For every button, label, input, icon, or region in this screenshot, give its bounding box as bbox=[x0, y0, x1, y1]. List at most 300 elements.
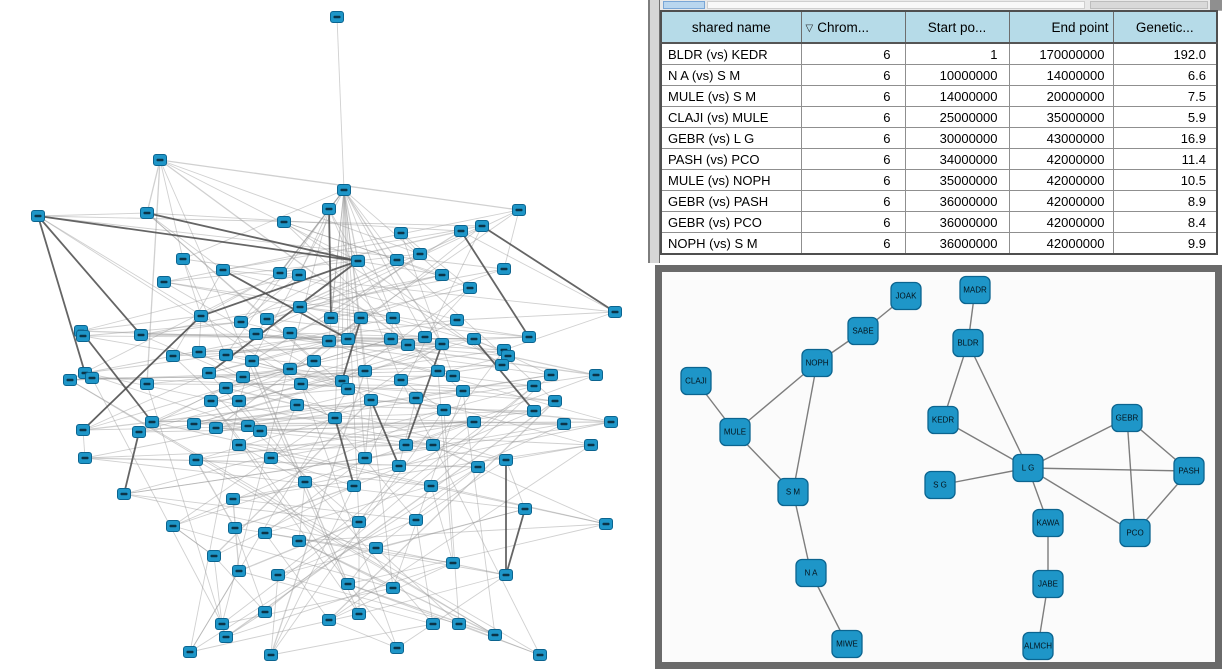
network-node[interactable] bbox=[254, 426, 267, 437]
network-edge bbox=[214, 556, 222, 624]
node-s-m[interactable] bbox=[778, 479, 808, 506]
network-node[interactable] bbox=[190, 455, 203, 466]
network-node[interactable] bbox=[523, 332, 536, 343]
network-node[interactable] bbox=[250, 329, 263, 340]
table-row[interactable] bbox=[661, 149, 1217, 170]
cell-value[interactable]: 43000000 bbox=[1009, 128, 1113, 149]
sub-network-panel bbox=[655, 265, 1222, 669]
network-node[interactable] bbox=[489, 630, 502, 641]
network-node[interactable] bbox=[353, 517, 366, 528]
node-label bbox=[219, 623, 226, 625]
node-label bbox=[196, 351, 203, 353]
network-node[interactable] bbox=[338, 185, 351, 196]
network-node[interactable] bbox=[227, 494, 240, 505]
network-node[interactable] bbox=[118, 489, 131, 500]
network-edge bbox=[376, 467, 478, 548]
network-edge bbox=[361, 269, 504, 318]
table-row[interactable] bbox=[661, 233, 1217, 255]
network-node[interactable] bbox=[278, 217, 291, 228]
network-node[interactable] bbox=[220, 350, 233, 361]
network-node[interactable] bbox=[210, 423, 223, 434]
node-label bbox=[492, 634, 499, 636]
network-node[interactable] bbox=[451, 315, 464, 326]
network-node[interactable] bbox=[284, 328, 297, 339]
cell-value[interactable]: 170000000 bbox=[1009, 43, 1113, 65]
network-node[interactable] bbox=[468, 417, 481, 428]
node-label bbox=[240, 376, 247, 378]
node-s-g[interactable] bbox=[925, 472, 955, 499]
network-edge bbox=[85, 356, 173, 373]
node-label bbox=[161, 281, 168, 283]
node-madr[interactable] bbox=[960, 277, 990, 304]
network-node[interactable] bbox=[293, 270, 306, 281]
node-label bbox=[287, 332, 294, 334]
network-node[interactable] bbox=[77, 331, 90, 342]
cell-shared-name[interactable]: GEBR (vs) PASH bbox=[661, 191, 801, 212]
network-node[interactable] bbox=[133, 427, 146, 438]
column-header-end-point[interactable] bbox=[1009, 11, 1113, 43]
network-node[interactable] bbox=[220, 383, 233, 394]
cell-value[interactable]: 16.9 bbox=[1113, 128, 1217, 149]
sub-network-canvas[interactable] bbox=[662, 272, 1215, 662]
network-node[interactable] bbox=[432, 366, 445, 377]
network-node[interactable] bbox=[220, 632, 233, 643]
network-node[interactable] bbox=[410, 515, 423, 526]
cell-value[interactable]: 25000000 bbox=[905, 107, 1009, 128]
network-node[interactable] bbox=[299, 477, 312, 488]
network-node[interactable] bbox=[79, 453, 92, 464]
network-node[interactable] bbox=[496, 360, 509, 371]
cell-shared-name[interactable]: MULE (vs) S M bbox=[661, 86, 801, 107]
network-node[interactable] bbox=[395, 375, 408, 386]
cell-value[interactable]: 8.9 bbox=[1113, 191, 1217, 212]
network-node[interactable] bbox=[154, 155, 167, 166]
node-n-a[interactable] bbox=[796, 560, 826, 587]
network-node[interactable] bbox=[77, 425, 90, 436]
node-label bbox=[362, 370, 369, 372]
cell-value[interactable]: 9.9 bbox=[1113, 233, 1217, 255]
network-node[interactable] bbox=[274, 268, 287, 279]
panel-splitter[interactable] bbox=[648, 0, 660, 263]
cell-value[interactable]: 6 bbox=[801, 65, 905, 86]
node-label bbox=[80, 429, 87, 431]
cell-value[interactable]: 14000000 bbox=[1009, 65, 1113, 86]
network-node[interactable] bbox=[402, 340, 415, 351]
node-label bbox=[454, 319, 461, 321]
node-label bbox=[223, 636, 230, 638]
edge-bldr-l-g[interactable] bbox=[968, 343, 1028, 468]
network-node[interactable] bbox=[237, 372, 250, 383]
node-label bbox=[388, 338, 395, 340]
node-label bbox=[356, 613, 363, 615]
cell-value[interactable]: 20000000 bbox=[1009, 86, 1113, 107]
network-edge bbox=[160, 160, 420, 254]
cell-shared-name[interactable]: NOPH (vs) S M bbox=[661, 233, 801, 255]
table-row[interactable] bbox=[661, 191, 1217, 212]
cell-value[interactable]: 6 bbox=[801, 212, 905, 233]
network-node[interactable] bbox=[308, 356, 321, 367]
node-label bbox=[368, 399, 375, 401]
network-node[interactable] bbox=[436, 270, 449, 281]
table-hscroll-track[interactable] bbox=[707, 1, 1085, 9]
cell-value[interactable]: 14000000 bbox=[905, 86, 1009, 107]
network-node[interactable] bbox=[447, 371, 460, 382]
node-label bbox=[345, 388, 352, 390]
network-node[interactable] bbox=[342, 334, 355, 345]
network-node[interactable] bbox=[233, 566, 246, 577]
network-node[interactable] bbox=[242, 421, 255, 432]
cell-value[interactable]: 36000000 bbox=[905, 233, 1009, 255]
cell-value[interactable]: 6 bbox=[801, 107, 905, 128]
node-label bbox=[287, 368, 294, 370]
network-node[interactable] bbox=[205, 396, 218, 407]
network-node[interactable] bbox=[400, 440, 413, 451]
table-row[interactable] bbox=[661, 128, 1217, 149]
cell-value[interactable]: 192.0 bbox=[1113, 43, 1217, 65]
network-node[interactable] bbox=[500, 570, 513, 581]
node-label bbox=[230, 498, 237, 500]
table-row[interactable] bbox=[661, 212, 1217, 233]
network-node[interactable] bbox=[325, 313, 338, 324]
table-row[interactable] bbox=[661, 170, 1217, 191]
node-label bbox=[275, 574, 282, 576]
node-label bbox=[311, 360, 318, 362]
cell-value[interactable]: 42000000 bbox=[1009, 233, 1113, 255]
node-label bbox=[232, 527, 239, 529]
table-row[interactable] bbox=[661, 65, 1217, 86]
network-node[interactable] bbox=[476, 221, 489, 232]
cell-value[interactable]: 10.5 bbox=[1113, 170, 1217, 191]
node-label bbox=[326, 619, 333, 621]
network-edge bbox=[506, 460, 525, 509]
cell-shared-name[interactable]: BLDR (vs) KEDR bbox=[661, 43, 801, 65]
network-node[interactable] bbox=[468, 334, 481, 345]
node-l-g[interactable] bbox=[1013, 455, 1043, 482]
cell-value[interactable]: 42000000 bbox=[1009, 170, 1113, 191]
node-label bbox=[522, 508, 529, 510]
node-label bbox=[268, 654, 275, 656]
network-node[interactable] bbox=[184, 647, 197, 658]
network-node[interactable] bbox=[500, 455, 513, 466]
node-label bbox=[297, 306, 304, 308]
node-label bbox=[268, 457, 275, 459]
node-label bbox=[238, 321, 245, 323]
network-node[interactable] bbox=[387, 313, 400, 324]
column-header-genetic[interactable] bbox=[1113, 11, 1217, 43]
network-node[interactable] bbox=[590, 370, 603, 381]
network-node[interactable] bbox=[427, 440, 440, 451]
cell-value[interactable]: 8.4 bbox=[1113, 212, 1217, 233]
node-mule[interactable] bbox=[720, 419, 750, 446]
network-node[interactable] bbox=[385, 334, 398, 345]
network-node[interactable] bbox=[342, 384, 355, 395]
network-node[interactable] bbox=[295, 379, 308, 390]
network-node[interactable] bbox=[455, 226, 468, 237]
network-edge bbox=[329, 445, 591, 620]
cell-value[interactable]: 6 bbox=[801, 86, 905, 107]
node-label bbox=[257, 430, 264, 432]
filter-icon[interactable]: ▽ bbox=[805, 22, 814, 34]
node-label bbox=[170, 525, 177, 527]
node-kawa[interactable] bbox=[1033, 510, 1063, 537]
node-joak[interactable] bbox=[891, 283, 921, 310]
cell-value[interactable]: 11.4 bbox=[1113, 149, 1217, 170]
network-node[interactable] bbox=[259, 528, 272, 539]
cell-shared-name[interactable]: PASH (vs) PCO bbox=[661, 149, 801, 170]
table-hscroll-thumb[interactable] bbox=[1090, 1, 1208, 9]
node-label bbox=[351, 485, 358, 487]
network-node[interactable] bbox=[513, 205, 526, 216]
cell-value[interactable]: 6 bbox=[801, 128, 905, 149]
cell-value[interactable]: 36000000 bbox=[905, 212, 1009, 233]
network-node[interactable] bbox=[391, 643, 404, 654]
network-node[interactable] bbox=[545, 370, 558, 381]
node-label bbox=[341, 189, 348, 191]
network-edge bbox=[38, 216, 141, 335]
network-edge bbox=[226, 563, 453, 637]
network-node[interactable] bbox=[167, 351, 180, 362]
node-label bbox=[67, 379, 74, 381]
network-node[interactable] bbox=[414, 249, 427, 260]
network-edge bbox=[214, 556, 265, 612]
network-node[interactable] bbox=[208, 551, 221, 562]
network-node[interactable] bbox=[141, 379, 154, 390]
cell-value[interactable]: 42000000 bbox=[1009, 149, 1113, 170]
cell-value[interactable]: 42000000 bbox=[1009, 191, 1113, 212]
network-node[interactable] bbox=[498, 264, 511, 275]
node-label bbox=[334, 16, 341, 18]
network-node[interactable] bbox=[365, 395, 378, 406]
node-label bbox=[603, 523, 610, 525]
node-label: S M bbox=[785, 487, 801, 497]
node-jabe[interactable] bbox=[1033, 571, 1063, 598]
cell-value[interactable]: 30000000 bbox=[905, 128, 1009, 149]
network-node[interactable] bbox=[609, 307, 622, 318]
node-label bbox=[390, 317, 397, 319]
node-label bbox=[413, 397, 420, 399]
network-node[interactable] bbox=[323, 204, 336, 215]
network-node[interactable] bbox=[261, 314, 274, 325]
network-edge bbox=[504, 312, 615, 350]
node-almch[interactable] bbox=[1023, 633, 1053, 660]
node-label bbox=[180, 258, 187, 260]
node-label: SABE bbox=[852, 326, 874, 336]
column-header-shared-name[interactable] bbox=[661, 11, 801, 43]
network-node[interactable] bbox=[600, 519, 613, 530]
node-noph[interactable] bbox=[802, 350, 832, 377]
node-label bbox=[398, 379, 405, 381]
network-node[interactable] bbox=[387, 583, 400, 594]
edge-gebr-pco[interactable] bbox=[1127, 418, 1135, 533]
network-node[interactable] bbox=[457, 386, 470, 397]
network-node[interactable] bbox=[259, 607, 272, 618]
network-node[interactable] bbox=[32, 211, 45, 222]
network-node[interactable] bbox=[265, 650, 278, 661]
network-node[interactable] bbox=[355, 313, 368, 324]
node-miwe[interactable] bbox=[832, 631, 862, 658]
node-label: KEDR bbox=[931, 415, 955, 425]
node-label bbox=[223, 387, 230, 389]
network-node[interactable] bbox=[146, 417, 159, 428]
network-node[interactable] bbox=[329, 413, 342, 424]
network-node[interactable] bbox=[229, 523, 242, 534]
network-node[interactable] bbox=[246, 356, 259, 367]
node-pash[interactable] bbox=[1174, 458, 1204, 485]
table-row[interactable] bbox=[661, 107, 1217, 128]
node-label bbox=[460, 390, 467, 392]
network-node[interactable] bbox=[528, 381, 541, 392]
node-label bbox=[326, 208, 333, 210]
column-header-label: Start po... bbox=[927, 19, 987, 35]
node-label: ALMCH bbox=[1023, 641, 1053, 651]
cell-shared-name[interactable]: N A (vs) S M bbox=[661, 65, 801, 86]
cell-value[interactable]: 36000000 bbox=[905, 191, 1009, 212]
cell-value[interactable]: 6 bbox=[801, 233, 905, 255]
network-node[interactable] bbox=[393, 461, 406, 472]
node-sabe[interactable] bbox=[848, 318, 878, 345]
node-label bbox=[422, 336, 429, 338]
network-node[interactable] bbox=[352, 256, 365, 267]
network-node[interactable] bbox=[265, 453, 278, 464]
network-node[interactable] bbox=[419, 332, 432, 343]
network-node[interactable] bbox=[436, 339, 449, 350]
node-label bbox=[405, 344, 412, 346]
network-node[interactable] bbox=[342, 579, 355, 590]
network-node[interactable] bbox=[427, 619, 440, 630]
network-node[interactable] bbox=[188, 419, 201, 430]
network-node[interactable] bbox=[391, 255, 404, 266]
node-label bbox=[326, 340, 333, 342]
cell-shared-name[interactable]: CLAJI (vs) MULE bbox=[661, 107, 801, 128]
network-node[interactable] bbox=[558, 419, 571, 430]
network-node[interactable] bbox=[284, 364, 297, 375]
network-edge bbox=[461, 231, 615, 312]
cell-value[interactable]: 35000000 bbox=[905, 170, 1009, 191]
node-label bbox=[253, 333, 260, 335]
node-label bbox=[264, 318, 271, 320]
network-node[interactable] bbox=[233, 440, 246, 451]
network-node[interactable] bbox=[141, 208, 154, 219]
node-bldr[interactable] bbox=[953, 330, 983, 357]
node-label bbox=[262, 532, 269, 534]
node-label bbox=[281, 221, 288, 223]
network-node[interactable] bbox=[235, 317, 248, 328]
network-node[interactable] bbox=[410, 393, 423, 404]
node-label: NOPH bbox=[805, 358, 829, 368]
cell-value[interactable]: 10000000 bbox=[905, 65, 1009, 86]
network-node[interactable] bbox=[86, 373, 99, 384]
column-header-label: shared name bbox=[691, 19, 771, 35]
column-header-chrom[interactable] bbox=[801, 11, 905, 43]
cell-value[interactable]: 5.9 bbox=[1113, 107, 1217, 128]
column-header-label: Chrom... bbox=[817, 19, 869, 35]
network-node[interactable] bbox=[528, 406, 541, 417]
cell-value[interactable]: 7.5 bbox=[1113, 86, 1217, 107]
network-node[interactable] bbox=[217, 265, 230, 276]
network-edge bbox=[348, 584, 540, 655]
network-node[interactable] bbox=[534, 650, 547, 661]
node-claji[interactable] bbox=[681, 368, 711, 395]
cell-value[interactable]: 42000000 bbox=[1009, 212, 1113, 233]
table-row[interactable] bbox=[661, 43, 1217, 65]
node-label bbox=[358, 317, 365, 319]
table-row[interactable] bbox=[661, 86, 1217, 107]
cell-value[interactable]: 1 bbox=[905, 43, 1009, 65]
cell-shared-name[interactable]: GEBR (vs) PCO bbox=[661, 212, 801, 233]
column-header-start-po[interactable] bbox=[905, 11, 1009, 43]
network-node[interactable] bbox=[370, 543, 383, 554]
network-node[interactable] bbox=[585, 440, 598, 451]
node-label bbox=[526, 336, 533, 338]
network-node[interactable] bbox=[293, 536, 306, 547]
network-node[interactable] bbox=[193, 347, 206, 358]
network-node[interactable] bbox=[453, 619, 466, 630]
node-label bbox=[417, 253, 424, 255]
node-label bbox=[467, 287, 474, 289]
edge-l-g-pash[interactable] bbox=[1028, 468, 1189, 471]
table-tab[interactable] bbox=[663, 1, 705, 9]
node-label bbox=[471, 338, 478, 340]
network-node[interactable] bbox=[291, 400, 304, 411]
cell-shared-name[interactable]: MULE (vs) NOPH bbox=[661, 170, 801, 191]
network-node[interactable] bbox=[216, 619, 229, 630]
cell-value[interactable]: 6 bbox=[801, 43, 905, 65]
cell-value[interactable]: 34000000 bbox=[905, 149, 1009, 170]
cell-value[interactable]: 6 bbox=[801, 149, 905, 170]
network-node[interactable] bbox=[353, 609, 366, 620]
network-node[interactable] bbox=[135, 330, 148, 341]
network-node[interactable] bbox=[438, 405, 451, 416]
cell-value[interactable]: 6 bbox=[801, 191, 905, 212]
node-label bbox=[373, 547, 380, 549]
network-node[interactable] bbox=[233, 396, 246, 407]
network-node[interactable] bbox=[425, 481, 438, 492]
node-label bbox=[516, 209, 523, 211]
node-pco[interactable] bbox=[1120, 520, 1150, 547]
network-node[interactable] bbox=[395, 228, 408, 239]
network-node[interactable] bbox=[472, 462, 485, 473]
network-node[interactable] bbox=[272, 570, 285, 581]
network-node[interactable] bbox=[331, 12, 344, 23]
cell-value[interactable]: 6.6 bbox=[1113, 65, 1217, 86]
network-node[interactable] bbox=[195, 311, 208, 322]
cell-value[interactable]: 6 bbox=[801, 170, 905, 191]
network-node[interactable] bbox=[348, 481, 361, 492]
network-node[interactable] bbox=[323, 615, 336, 626]
network-node[interactable] bbox=[464, 283, 477, 294]
network-node[interactable] bbox=[447, 558, 460, 569]
network-node[interactable] bbox=[519, 504, 532, 515]
node-gebr[interactable] bbox=[1112, 405, 1142, 432]
cell-shared-name[interactable]: GEBR (vs) L G bbox=[661, 128, 801, 149]
network-node[interactable] bbox=[359, 366, 372, 377]
network-node[interactable] bbox=[359, 453, 372, 464]
network-node[interactable] bbox=[203, 368, 216, 379]
network-node[interactable] bbox=[158, 277, 171, 288]
edge-noph-s-m[interactable] bbox=[793, 363, 817, 492]
network-node[interactable] bbox=[605, 417, 618, 428]
network-node[interactable] bbox=[167, 521, 180, 532]
network-node[interactable] bbox=[64, 375, 77, 386]
network-node[interactable] bbox=[177, 254, 190, 265]
network-node[interactable] bbox=[294, 302, 307, 313]
node-label bbox=[345, 338, 352, 340]
network-node[interactable] bbox=[323, 336, 336, 347]
cell-value[interactable]: 35000000 bbox=[1009, 107, 1113, 128]
table-header-row bbox=[661, 11, 1217, 43]
network-node[interactable] bbox=[549, 396, 562, 407]
node-kedr[interactable] bbox=[928, 407, 958, 434]
